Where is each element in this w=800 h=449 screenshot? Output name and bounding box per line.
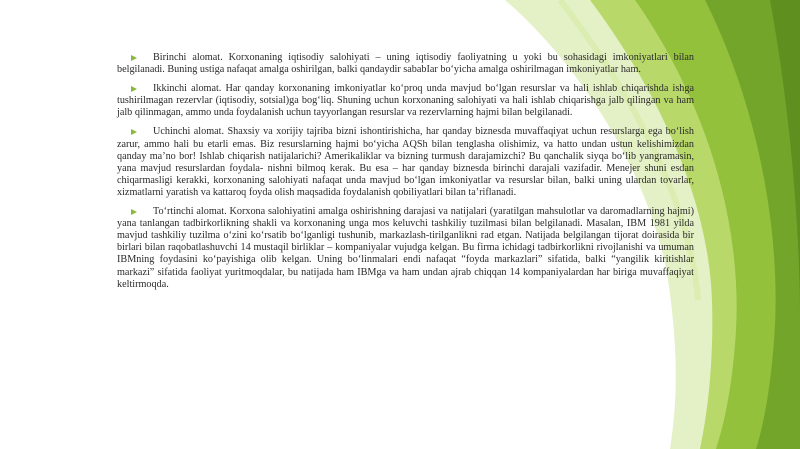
paragraph-1-text: Birinchi alomat. Korxonaning iqtisodiy salohiyati – uning iqtisodiy faoliyatning u yoki bu sohasidagi imkoniyatlari bilan belgilanadi. Buning ustiga nafaqat amalga oshirilgan, balki qandaydir sababIar bo‘yicha amalga oshirilmagan imkoniyatlar ham. — [117, 52, 694, 76]
triangle-bullet-icon — [131, 86, 137, 92]
triangle-bullet-icon — [131, 55, 137, 61]
triangle-bullet-icon — [131, 209, 137, 215]
paragraph-1 — [117, 52, 694, 76]
paragraph-4 — [117, 206, 694, 291]
slide-content — [117, 52, 694, 298]
paragraph-2-text: Ikkinchi alomat. Har qanday korxonaning imkoniyatlar ko‘proq unda mavjud bo‘lgan resurslar va hali ishlab chiqarishda ishga tushirilmagan rezervlar (iqtisodiy, sotsial)ga bog‘liq. Shuning uchun korxonaning salohiyati va hali ishlab chiqarishga jalb qilingan va ham jalb qilinmagan, ammo unda foydalanish uchun tayyorlangan resurslar va rezervlarning hajmi bilan belgilanadi. — [117, 83, 694, 119]
paragraph-3-text: Uchinchi alomat. Shaxsiy va xorijiy tajriba bizni ishontirishicha, har qanday biznesda muvaffaqiyat uchun resurslarga ega bo‘lish zarur, ammo hali bu etarli emas. Biz resurslarning hajmi bo‘yicha AQSh bilan tenglasha olishimiz, va hatto undan ustun kelishimizdan qanday ma’no bor! Ishlab chiqarish natijalarichi? Amerikaliklar va bizning turmush darajamizchi? Bu qanchalik siyqa bo‘lib yangramasin, yana mavjud resurslardan foydala- nishni bilmoq kerak. Bu esa – har qanday biznesda birinchi darajali vazifadir. Menejer shuni esdan chiqarmasligi kerakki, korxonaning salohiyati nafaqat unda mavjud bo‘lgan imkoniyatlar va resurslar bilan, balki uning ulardan tovarlar, xizmatlarni yaratish va kattaroq foyda olish maqsadida foydalanish qobiliyatlari bilan ta’riflanadi. — [117, 126, 694, 198]
paragraph-2 — [117, 83, 694, 119]
paragraph-3 — [117, 126, 694, 199]
paragraph-4-text: To‘rtinchi alomat. Korxona salohiyatini amalga oshirishning darajasi va natijalari (yaratilgan mahsulotlar va daromadlarning hajmi) yana tanlangan tadbirkorlikning shakli va korxonaning unga mos keluvchi tashkiliy tuzilmasi bilan belgilanadi. Masalan, IBM 1981 yilda mavjud tashkiliy tuzilma o‘zini ko‘rsatib bo‘lganligi tushunib, markazlash-tirilganlikni rad etgan. Natijada belgilangan tijorat doirasida bir birlari bilan raqobatlashuvchi 14 mustaqil birliklar – kompaniyalar vujudga kelgan. Bu firma ichidagi tadbirkorlikni rivojlanishi va umuman IBMning foydasini ko‘payishiga olib kelgan. Uning bo‘linmalari endi nafaqat “foyda markazlari” sifatida, balki “yangilik kiritishlar markazi” sifatida faoliyat yuritmoqdalar, bu natijada ham IBMga va ham undan ajrab chiqqan 14 kompaniyalardan har biriga muvaffaqiyat keltirmoqda. — [117, 206, 694, 290]
triangle-bullet-icon — [131, 129, 137, 135]
